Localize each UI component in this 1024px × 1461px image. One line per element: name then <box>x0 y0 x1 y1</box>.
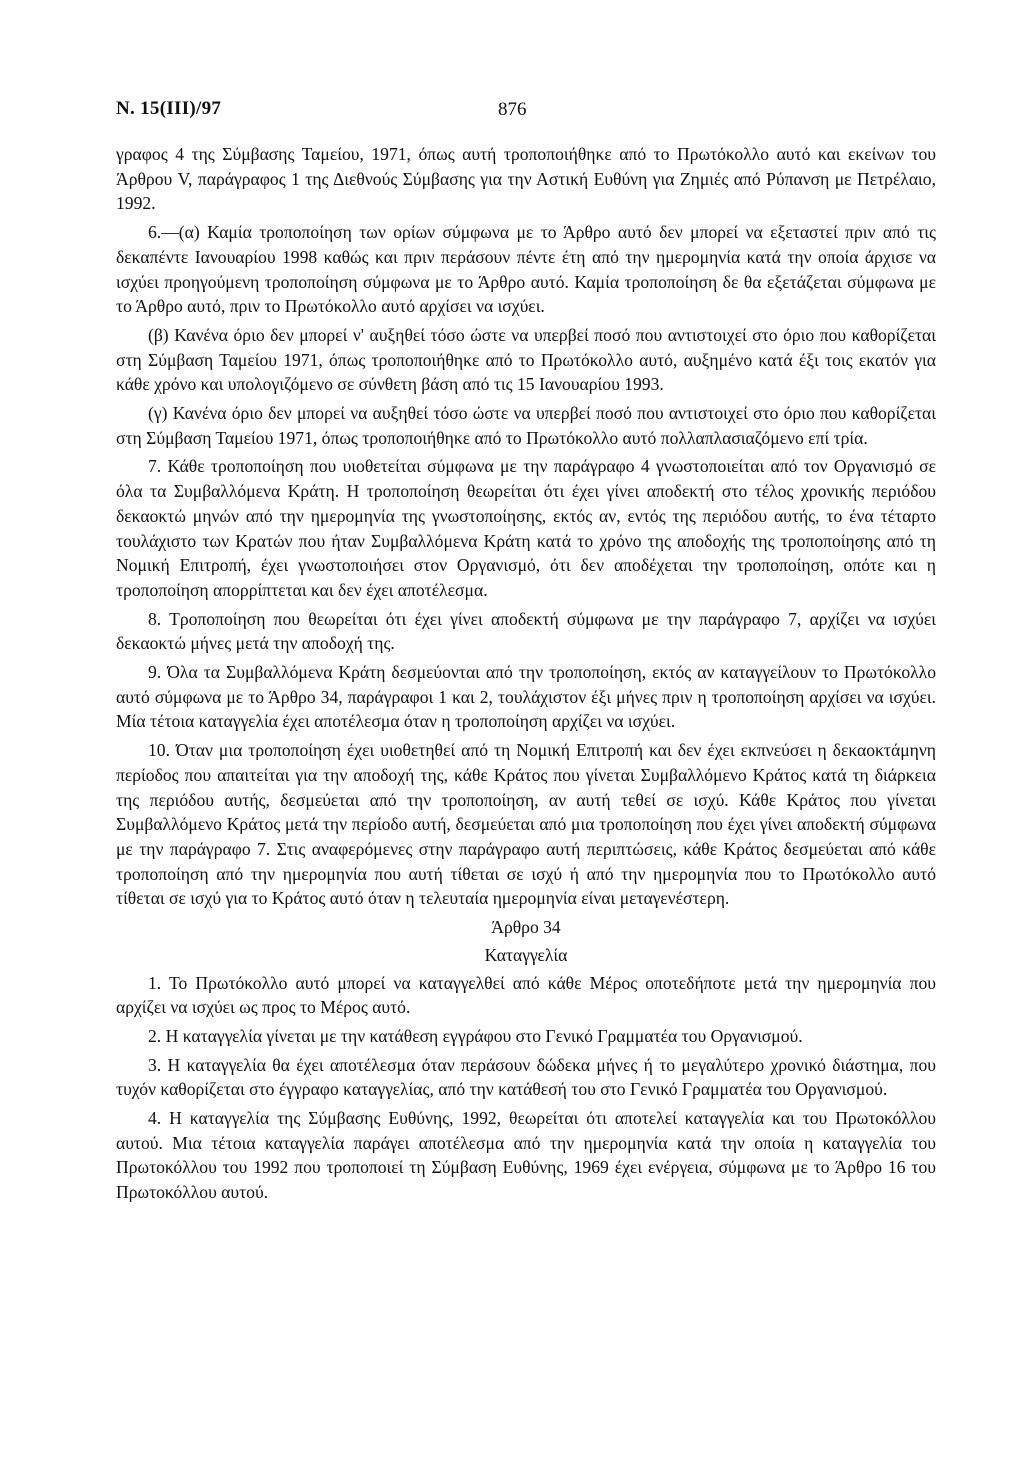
document-body <box>116 142 936 1205</box>
page-number: 876 <box>498 99 527 120</box>
paragraph-6b: (β) Κανένα όριο δεν μπορεί ν' αυξηθεί τόσο ώστε να υπερβεί ποσό που αντιστοιχεί στο όριο που καθορίζεται στη Σύμβαση Ταμείου 1971, όπως τροποποιήθηκε από το Πρωτόκολλο αυτό, αυξημένο κατά έξι τοις εκατόν για κάθε χρόνο και υπολογιζόμενο σε σύνθετη βάση από τις 15 Ιανουαρίου 1993. <box>116 324 936 395</box>
article-number: Άρθρο 34 <box>491 917 561 938</box>
article-34-paragraph-1: 1. Το Πρωτόκολλο αυτό μπορεί να καταγγελθεί από κάθε Μέρος οποτεδήποτε μετά την ημερομηνία που αρχίζει να ισχύει ως προς το Μέρος αυτό. <box>116 972 936 1018</box>
paragraph-9: 9. Όλα τα Συμβαλλόμενα Κράτη δεσμεύονται από την τροποποίηση, εκτός αν καταγγείλουν το Πρωτόκολλο αυτό σύμφωνα με το Άρθρο 34, παράγραφοι 1 και 2, τουλάχιστον έξι μήνες πριν η τροποποίηση αρχίσει να ισχύει. Μία τέτοια καταγγελία έχει αποτέλεσμα όταν η τροποποίηση αρχίζει να ισχύει. <box>116 662 936 732</box>
article-title: Καταγγελία <box>484 944 568 965</box>
paragraph-7: 7. Κάθε τροποποίηση που υιοθετείται σύμφωνα με την παράγραφο 4 γνωστοποιείται από τον Οργανισμό σε όλα τα Συμβαλλόμενα Κράτη. Η τροποποίηση θεωρείται ότι έχει γίνει αποδεκτή στο τέλος χρονικής περιόδου δεκαοκτώ μηνών από την ημερομηνία της γνωστοποίησης, εκτός αν, εντός της περιόδου αυτής, το ένα τέταρτο τουλάχιστο των Κρατών που ήταν Συμβαλλόμενα Κράτη κατά το χρόνο της αποδοχής της τροποποίησης από τη Νομική Επιτροπή, έχει γνωστοποιήσει στον Οργανισμό, ότι δεν αποδέχεται την τροποποίηση, οπότε και η τροποποίηση απορρίπτεται και δεν έχει αποτέλεσμα. <box>116 456 936 600</box>
article-34-paragraph-2: 2. Η καταγγελία γίνεται με την κατάθεση εγγράφου στο Γενικό Γραμματέα του Οργανισμού. <box>148 1025 803 1046</box>
paragraph-6a: 6.—(α) Καμία τροποποίηση των ορίων σύμφωνα με το Άρθρο αυτό δεν μπορεί να εξεταστεί πριν από τις δεκαπέντε Ιανουαρίου 1998 καθώς και πριν περάσουν πέντε έτη από την ημερομηνία κατά την οποία άρχισε να ισχύει προηγούμενη τροποποίηση σύμφωνα με το Άρθρο αυτό. Καμία τροποποίηση δε θα εξετάζεται σύμφωνα με το Άρθρο αυτό, πριν το Πρωτόκολλο αυτό αρχίσει να ισχύει. <box>116 222 936 317</box>
paragraph-continuation: γραφος 4 της Σύμβασης Ταμείου, 1971, όπως αυτή τροποποιήθηκε από το Πρωτόκολλο αυτό και εκείνων του Άρθρου V, παράγραφος 1 της Διεθνούς Σύμβασης για την Αστική Ευθύνη για Ζημιές από Ρύπανση με Πετρέλαιο, 1992. <box>116 144 936 214</box>
article-34-paragraph-4: 4. Η καταγγελία της Σύμβασης Ευθύνης, 1992, θεωρείται ότι αποτελεί καταγγελία και του Πρωτοκόλλου αυτού. Μια τέτοια καταγγελία παράγει αποτέλεσμα από την ημερομηνία κατά την οποία η καταγγελία του Πρωτοκόλλου του 1992 που τροποποιεί τη Σύμβαση Ευθύνης, 1969 έχει ενέργεια, σύμφωνα με το Άρθρο 16 του Πρωτοκόλλου αυτού. <box>116 1108 936 1203</box>
paragraph-8: 8. Τροποποίηση που θεωρείται ότι έχει γίνει αποδεκτή σύμφωνα με την παράγραφο 7, αρχίζει να ισχύει δεκαοκτώ μήνες μετά την αποδοχή της. <box>116 608 936 654</box>
law-number: Ν. 15(ΙΙΙ)/97 <box>116 98 222 119</box>
paragraph-10: 10. Όταν μια τροποποίηση έχει υιοθετηθεί από τη Νομική Επιτροπή και δεν έχει εκπνεύσει η δεκαοκτάμηνη περίοδος που απαιτείται για την αποδοχή της, κάθε Κράτος που γίνεται Συμβαλλόμενο Κράτος κατά τη διάρκεια της περιόδου αυτής, δεσμεύεται από την τροποποίηση, αν αυτή τεθεί σε ισχύ. Κάθε Κράτος που γίνεται Συμβαλλόμενο Κράτος μετά την περίοδο αυτή, δεσμεύεται από μια τροποποίηση που έχει γίνει αποδεκτή σύμφωνα με την παράγραφο 7. Στις αναφερόμενες στην παράγραφο αυτή περιπτώσεις, κάθε Κράτος δεσμεύεται από κάθε τροποποίηση από την ημερομηνία που αυτή τίθεται σε ισχύ ή από την ημερομηνία που το Πρωτόκολλο αυτό τίθεται σε ισχύ για το Κράτος αυτό όταν η τελευταία ημερομηνία είναι μεταγενέστερη. <box>116 740 936 909</box>
paragraph-6c: (γ) Κανένα όριο δεν μπορεί να αυξηθεί τόσο ώστε να υπερβεί ποσό που αντιστοιχεί στο όριο που καθορίζεται στη Σύμβαση Ταμείου 1971, όπως τροποποιήθηκε από το Πρωτόκολλο αυτό πολλαπλασιαζόμενο επί τρία. <box>116 403 936 448</box>
article-34-paragraph-3: 3. Η καταγγελία θα έχει αποτέλεσμα όταν περάσουν δώδεκα μήνες ή το μεγαλύτερο χρονικό διάστημα, που τυχόν καθορίζεται στο έγγραφο καταγγελίας, από την κατάθεσή του στο Γενικό Γραμματέα του Οργανισμού. <box>116 1054 936 1100</box>
page-header <box>116 98 936 142</box>
